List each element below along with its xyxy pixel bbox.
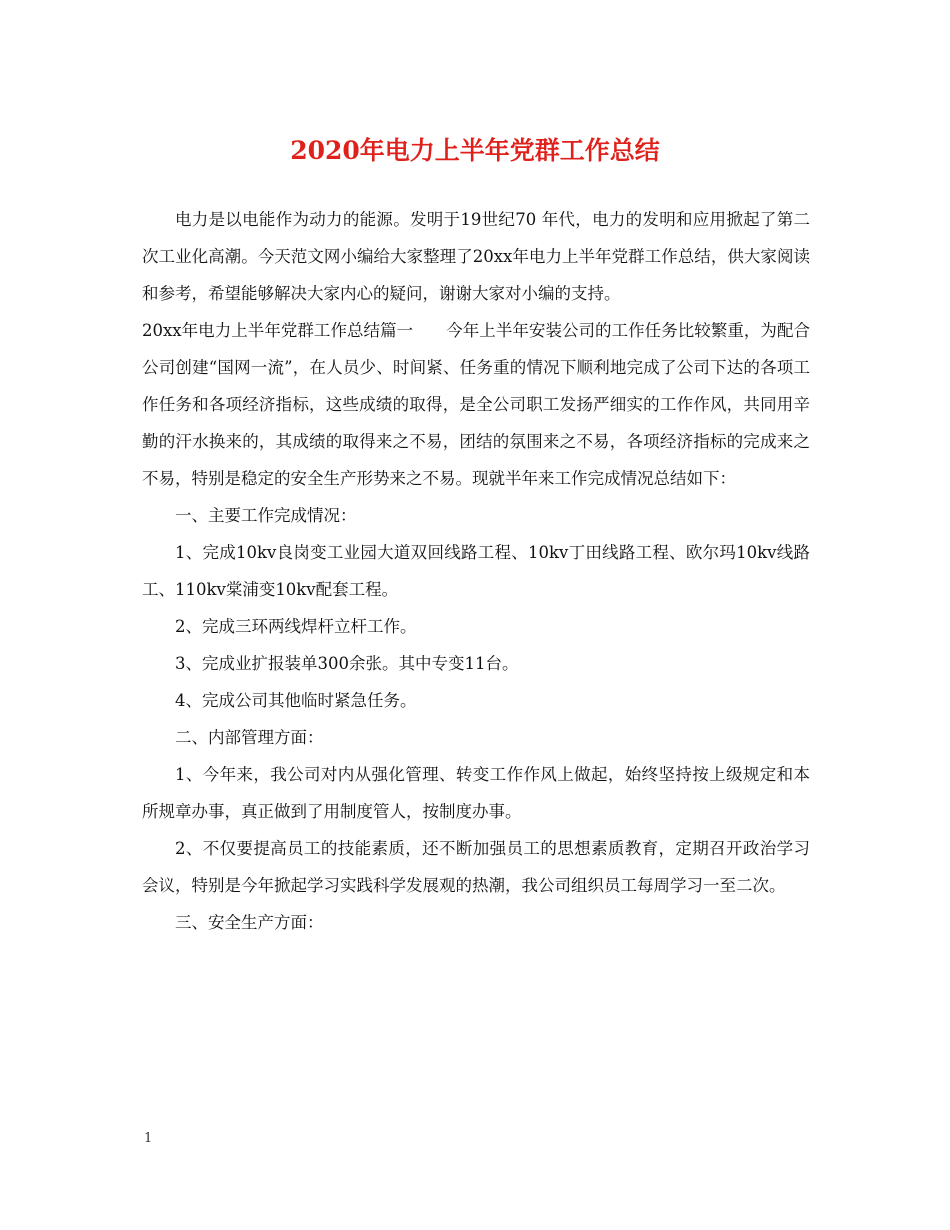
list-item-work-2: 2、完成三环两线焊杆立杆工作。 [175, 617, 417, 636]
paragraph-section-header: 20xx年电力上半年党群工作总结篇一 今年上半年安装公司的工作任务比较繁重，为配合公司创建“国网一流”，在人员少、时间紧、任务重的情况下顺利地完成了公司下达的各项工作任务和各项经济指标，这些成绩的取得，是全公司职工发扬严细实的工作作风，共同用辛勤的汗水换来的，其成绩的取得来之不易，团结的氛围来之不易，各项经济指标的完成来之不易，特别是稳定的安全生产形势来之不易。现就半年来工作完成情况总结如下： [142, 321, 810, 488]
document-title: 2020年电力上半年党群工作总结 [290, 136, 660, 165]
paragraph-intro: 电力是以电能作为动力的能源。发明于19世纪70 年代，电力的发明和应用掀起了第二次工业化高潮。今天范文网小编给大家整理了20xx年电力上半年党群工作总结，供大家阅读和参考，希望能够解决大家内心的疑问，谢谢大家对小编的支持。 [142, 210, 810, 303]
list-item-work-3: 3、完成业扩报装单300余张。其中专变11台。 [175, 654, 519, 673]
heading-internal-management: 二、内部管理方面： [175, 728, 324, 747]
list-item-management-2: 2、不仅要提高员工的技能素质，还不断加强员工的思想素质教育，定期召开政治学习会议，特别是今年掀起学习实践科学发展观的热潮，我公司组织员工每周学习一至二次。 [142, 839, 810, 895]
list-item-work-4: 4、完成公司其他临时紧急任务。 [175, 691, 417, 710]
list-item-management-1: 1、今年来，我公司对内从强化管理、转变工作作风上做起，始终坚持按上级规定和本所规章办事，真正做到了用制度管人，按制度办事。 [142, 765, 810, 821]
heading-main-work: 一、主要工作完成情况： [175, 506, 357, 525]
page-number: 1 [144, 1131, 153, 1146]
document-body [142, 201, 810, 941]
heading-safety-production: 三、安全生产方面： [175, 913, 324, 932]
list-item-work-1: 1、完成10kv良岗变工业园大道双回线路工程、10kv丁田线路工程、欧尔玛10kv线路工、110kv棠浦变10kv配套工程。 [142, 543, 810, 599]
